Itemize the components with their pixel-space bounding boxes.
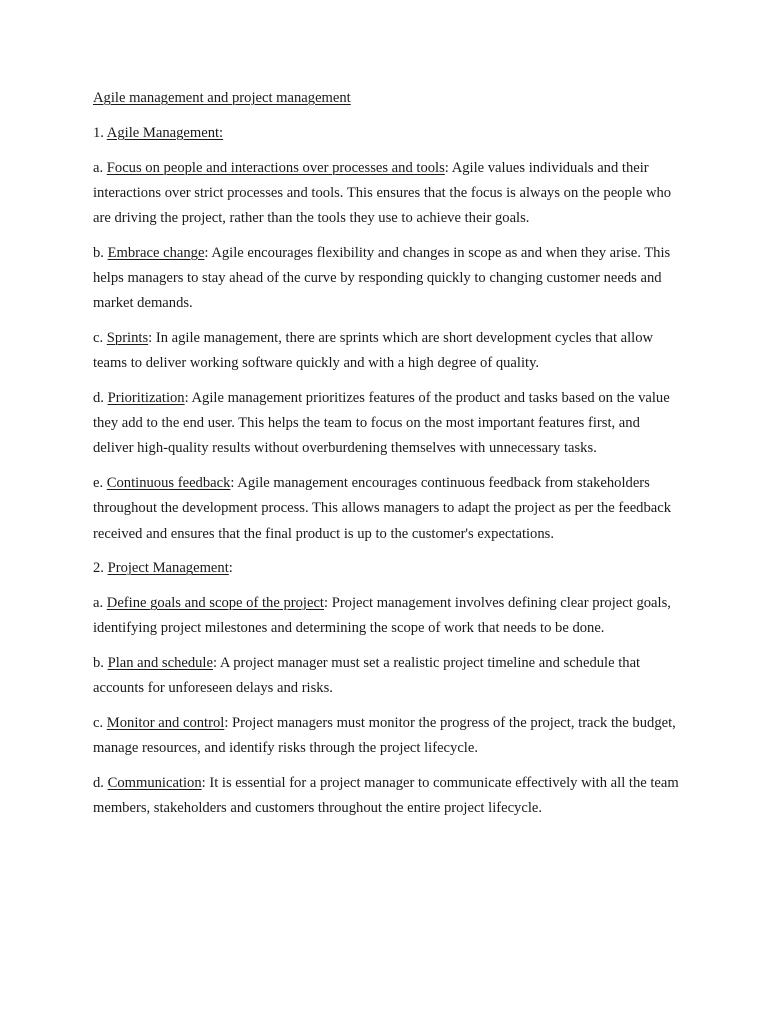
item-prefix: a. [93, 595, 107, 612]
item-term: Continuous feedback [106, 475, 231, 492]
list-item [93, 156, 683, 232]
item-prefix: d. [93, 775, 108, 792]
item-text: : A project manager must set a realistic project timeline and schedule that accounts for unforeseen delays and risks. [93, 655, 641, 697]
item-term: Focus on people and interactions over processes and tools [106, 159, 445, 176]
section-heading-text: Project Management [107, 560, 229, 577]
item-text: : Project managers must monitor the progress of the project, track the budget, manage resources, and identify risks through the project lifecycle. [93, 715, 676, 757]
list-item [93, 471, 683, 547]
list-item [93, 326, 683, 376]
document-page [93, 86, 683, 831]
item-text: : Agile values individuals and their interactions over strict processes and tools. This ensures that the focus is always on the people who are driving the project, rather than the tools they use to achieve their goals. [93, 159, 672, 226]
item-term: Plan and schedule [107, 655, 213, 672]
section-heading-text: Agile Management: [106, 124, 224, 141]
item-term: Embrace change [107, 244, 205, 261]
item-text: : Project management involves defining clear project goals, identifying project milestones and determining the scope of work that needs to be done. [93, 595, 671, 637]
section-heading-project [93, 556, 683, 581]
item-term: Communication [107, 775, 202, 792]
section-number: 1. [93, 124, 107, 141]
item-prefix: c. [93, 330, 107, 346]
item-text: : In agile management, there are sprints which are short development cycles that allow teams to deliver working software quickly and with a high degree of quality. [93, 330, 654, 372]
item-prefix: d. [93, 390, 108, 406]
list-item [93, 711, 683, 761]
section-heading-agile [93, 121, 683, 146]
document-title-text: Agile management and project management [93, 90, 351, 106]
list-item [93, 771, 683, 821]
item-term: Prioritization [107, 390, 185, 406]
section-heading-suffix: : [228, 560, 233, 577]
list-item [93, 241, 683, 317]
list-item [93, 591, 683, 641]
item-text: : It is essential for a project manager to communicate effectively with all the team members, stakeholders and customers throughout the entire project lifecycle. [93, 775, 679, 817]
item-term: Define goals and scope of the project [106, 595, 324, 612]
item-prefix: c. [93, 715, 107, 732]
item-text: : Agile management encourages continuous feedback from stakeholders throughout the development process. This allows managers to adapt the project as per the feedback received and ensures that the final product is up to the customer's expectations. [93, 475, 672, 542]
item-prefix: a. [93, 159, 107, 176]
document-title [93, 86, 683, 111]
list-item [93, 651, 683, 701]
list-item [93, 386, 683, 462]
item-term: Monitor and control [106, 715, 225, 732]
item-text: : Agile management prioritizes features of the product and tasks based on the value they add to the end user. This helps the team to focus on the most important features first, and deliver high-quality results without overburdening themselves with unnecessary tasks. [93, 390, 670, 457]
item-term: Sprints [106, 330, 149, 346]
item-prefix: b. [93, 655, 108, 672]
item-text: : Agile encourages flexibility and changes in scope as and when they arise. This helps managers to stay ahead of the curve by responding quickly to changing customer needs and market demands. [93, 244, 671, 312]
item-prefix: e. [93, 475, 107, 492]
section-number: 2. [93, 560, 108, 577]
item-prefix: b. [93, 244, 108, 261]
